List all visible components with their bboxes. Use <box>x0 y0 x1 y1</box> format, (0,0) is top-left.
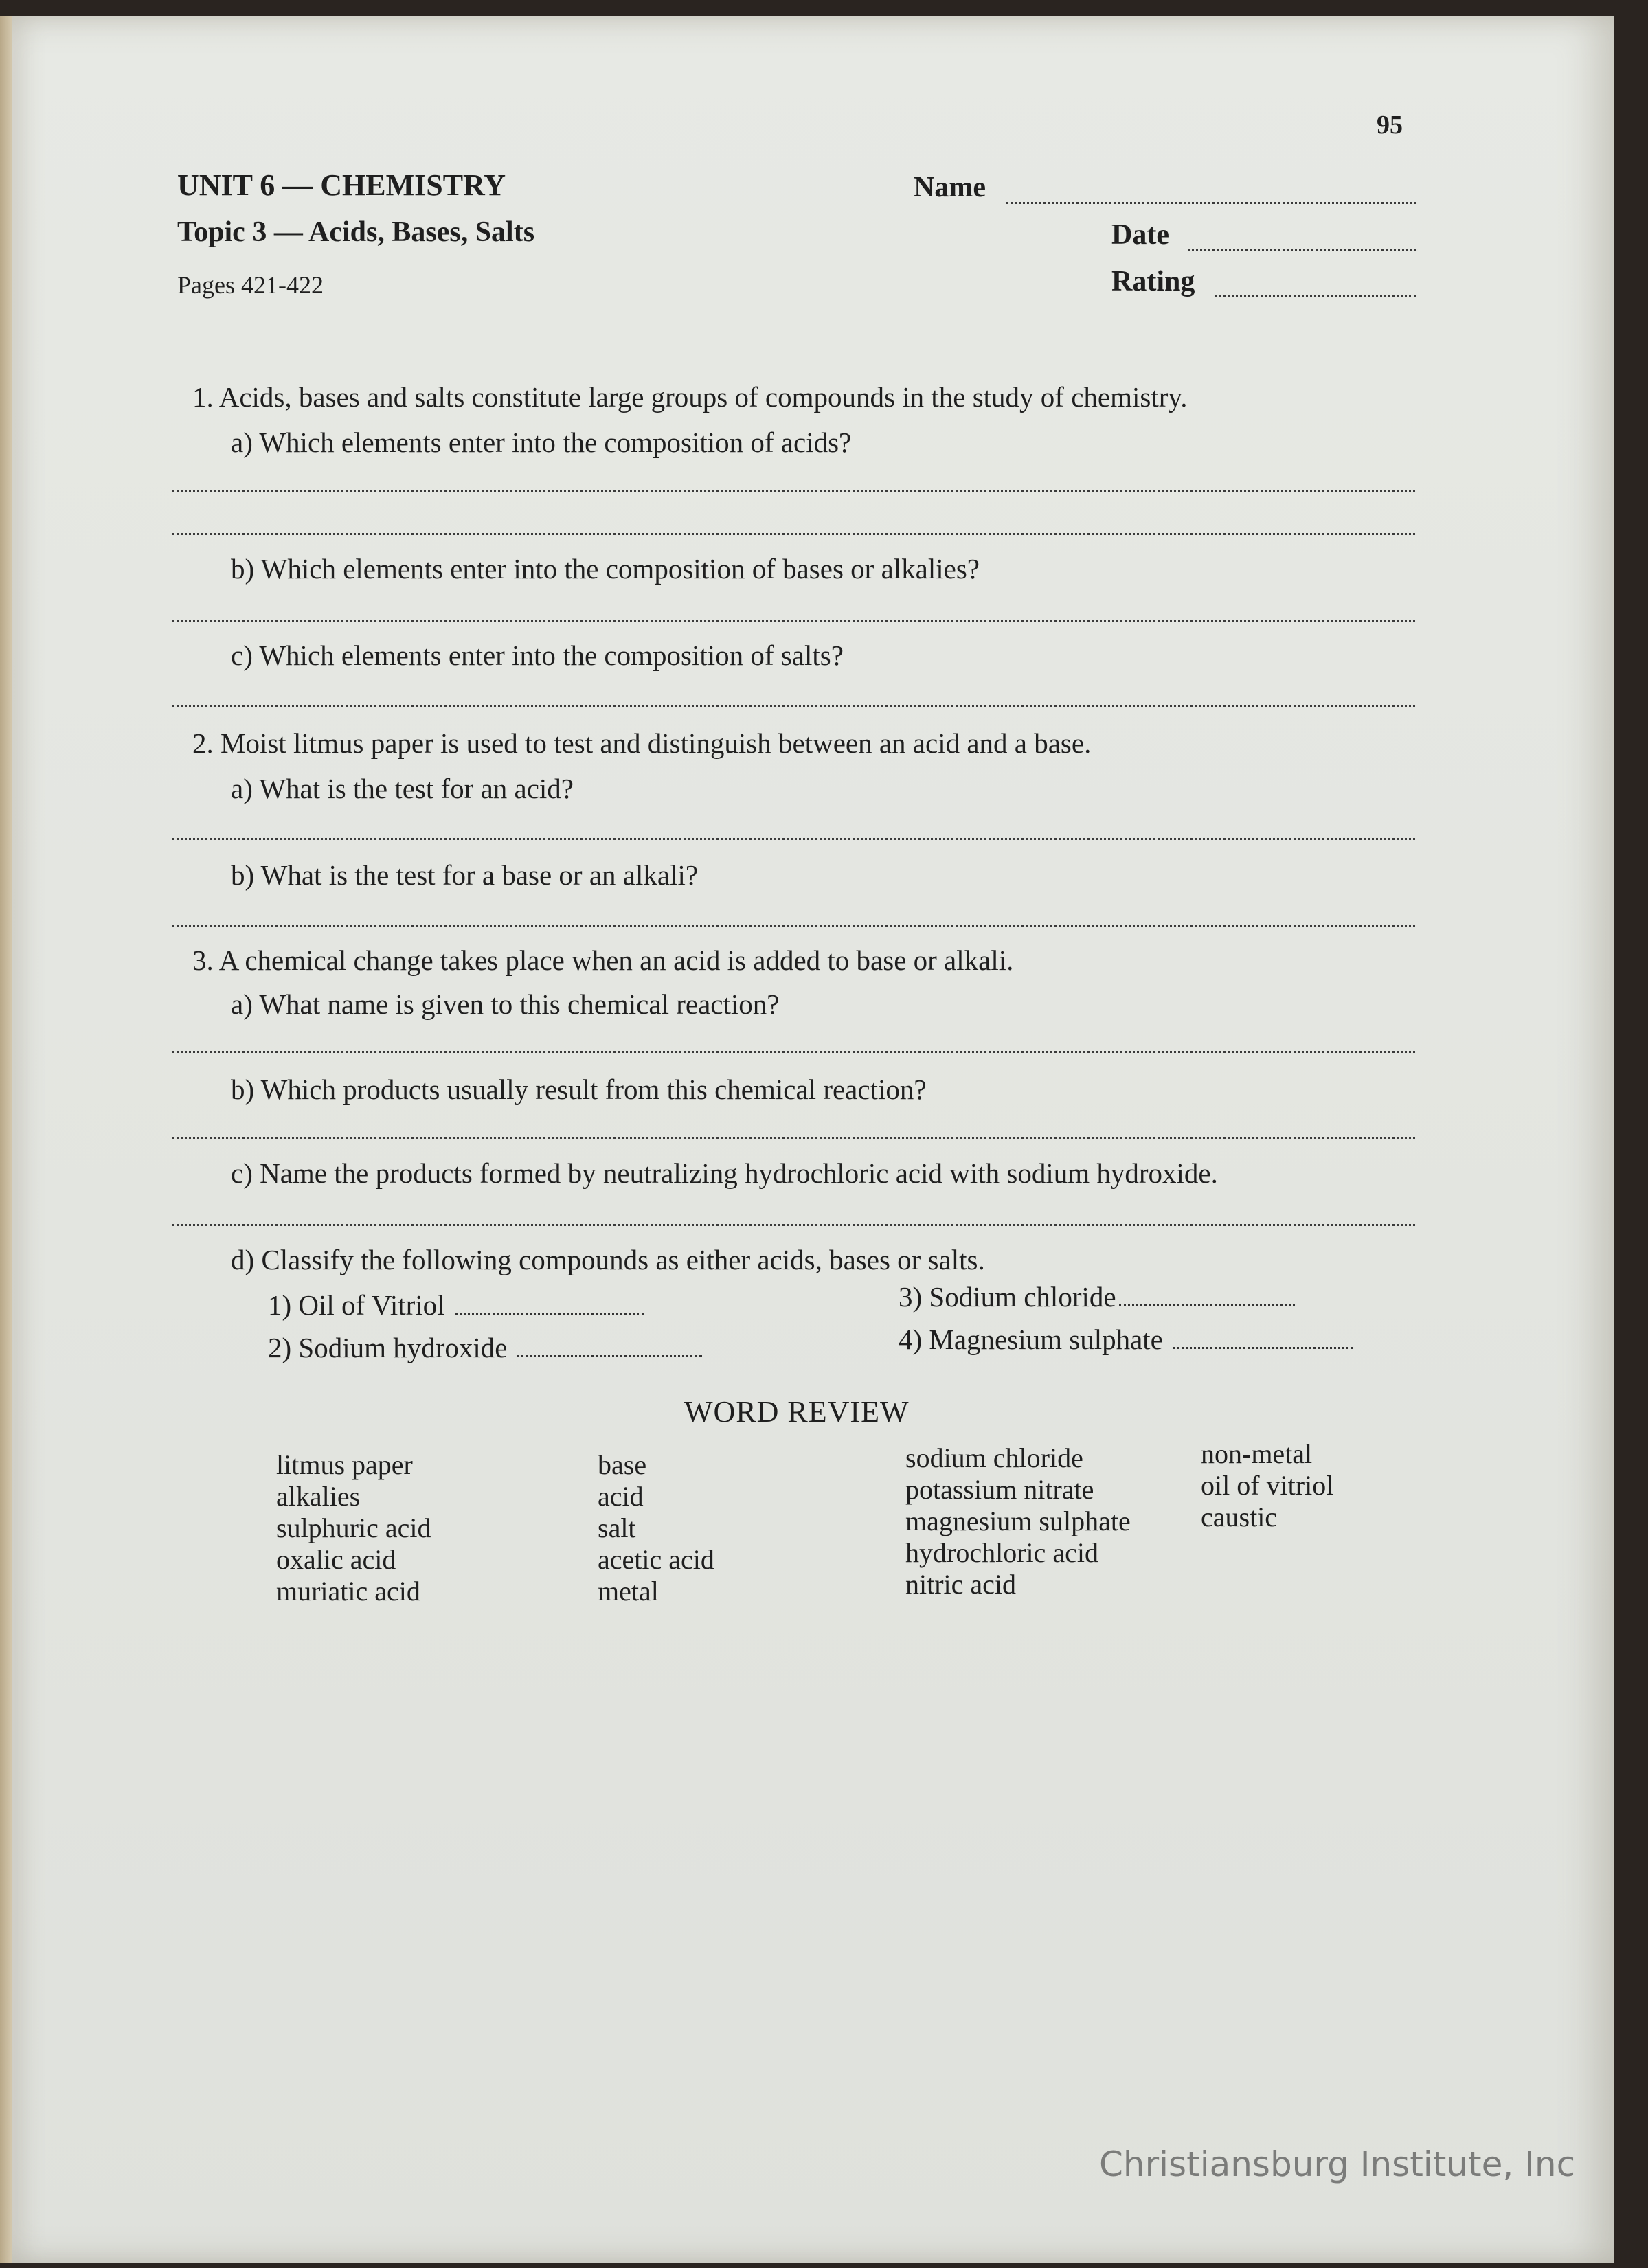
classify-item-3 <box>899 1280 1295 1313</box>
question-3: 3. A chemical change takes place when an acid is added to base or alkali. <box>192 944 1014 976</box>
question-1: 1. Acids, bases and salts constitute large groups of compounds in the study of chemistry. <box>192 381 1188 413</box>
classify-item-1-blank[interactable] <box>455 1313 644 1315</box>
answer-line-1a-2[interactable] <box>172 533 1415 535</box>
book-spine-edge <box>0 16 14 2263</box>
date-field-line[interactable] <box>1188 249 1416 251</box>
word-review-term: alkalies <box>276 1481 361 1512</box>
question-3d: d) Classify the following compounds as either acids, bases or salts. <box>231 1244 985 1275</box>
rating-field-line[interactable] <box>1215 295 1416 297</box>
classify-item-2-label: 2) Sodium hydroxide <box>268 1332 508 1363</box>
unit-title: UNIT 6 — CHEMISTRY <box>177 168 506 202</box>
word-review-term: hydrochloric acid <box>905 1537 1098 1568</box>
question-1b: b) Which elements enter into the composition of bases or alkalies? <box>231 553 980 585</box>
word-review-term: salt <box>598 1512 636 1543</box>
question-3a: a) What name is given to this chemical reaction? <box>231 988 780 1020</box>
answer-line-3b[interactable] <box>172 1137 1415 1139</box>
question-2a: a) What is the test for an acid? <box>231 773 574 804</box>
word-review-term: acid <box>598 1481 644 1512</box>
word-review-term: oxalic acid <box>276 1544 396 1575</box>
word-review-term: magnesium sulphate <box>905 1506 1131 1536</box>
word-review-term: non-metal <box>1201 1438 1313 1469</box>
question-2: 2. Moist litmus paper is used to test and distinguish between an acid and a base. <box>192 727 1092 759</box>
word-review-term: potassium nitrate <box>905 1474 1094 1505</box>
classify-item-1-label: 1) Oil of Vitriol <box>268 1289 445 1321</box>
worksheet-page <box>12 16 1614 2263</box>
answer-line-2a[interactable] <box>172 838 1415 840</box>
watermark: Christiansburg Institute, Inc <box>1099 2144 1576 2184</box>
classify-item-2 <box>268 1331 702 1364</box>
name-label: Name <box>914 172 986 203</box>
word-review-column-4 <box>1201 1438 1333 1533</box>
word-review-title: WORD REVIEW <box>684 1395 910 1429</box>
page-number: 95 <box>1377 111 1403 139</box>
word-review-term: litmus paper <box>276 1449 413 1480</box>
question-3b: b) Which products usually result from this chemical reaction? <box>231 1074 927 1105</box>
pages-reference: Pages 421-422 <box>177 271 324 299</box>
word-review-term: caustic <box>1201 1501 1278 1532</box>
word-review-term: base <box>598 1449 647 1480</box>
date-label: Date <box>1111 219 1169 251</box>
word-review-column-2 <box>598 1449 714 1607</box>
word-review-column-1 <box>276 1449 431 1607</box>
word-review-term: muriatic acid <box>276 1576 420 1607</box>
answer-line-1a-1[interactable] <box>172 490 1415 492</box>
word-review-column-3 <box>905 1442 1131 1600</box>
answer-line-3c[interactable] <box>172 1224 1415 1226</box>
classify-item-3-blank[interactable] <box>1119 1304 1295 1306</box>
word-review-term: acetic acid <box>598 1544 714 1575</box>
answer-line-2b[interactable] <box>172 925 1415 927</box>
classify-item-4-blank[interactable] <box>1173 1347 1353 1349</box>
word-review-term: sulphuric acid <box>276 1512 431 1543</box>
word-review-term: sodium chloride <box>905 1442 1083 1473</box>
word-review-term: nitric acid <box>905 1569 1017 1600</box>
answer-line-3a[interactable] <box>172 1051 1415 1053</box>
answer-line-1b[interactable] <box>172 620 1415 622</box>
rating-label: Rating <box>1111 266 1195 297</box>
classify-item-3-label: 3) Sodium chloride <box>899 1281 1116 1313</box>
name-field-line[interactable] <box>1006 202 1416 204</box>
question-1a: a) Which elements enter into the composition of acids? <box>231 427 852 458</box>
question-3c: c) Name the products formed by neutralizing hydrochloric acid with sodium hydroxide. <box>231 1157 1218 1189</box>
word-review-term: metal <box>598 1576 659 1607</box>
classify-item-2-blank[interactable] <box>517 1355 702 1357</box>
classify-item-1 <box>268 1289 644 1322</box>
question-1c: c) Which elements enter into the composition of salts? <box>231 639 844 671</box>
answer-line-1c[interactable] <box>172 705 1415 707</box>
classify-item-4-label: 4) Magnesium sulphate <box>899 1324 1163 1355</box>
topic-title: Topic 3 — Acids, Bases, Salts <box>177 216 535 248</box>
question-2b: b) What is the test for a base or an alkali? <box>231 859 699 891</box>
classify-item-4 <box>899 1323 1353 1356</box>
word-review-term: oil of vitriol <box>1201 1470 1334 1501</box>
